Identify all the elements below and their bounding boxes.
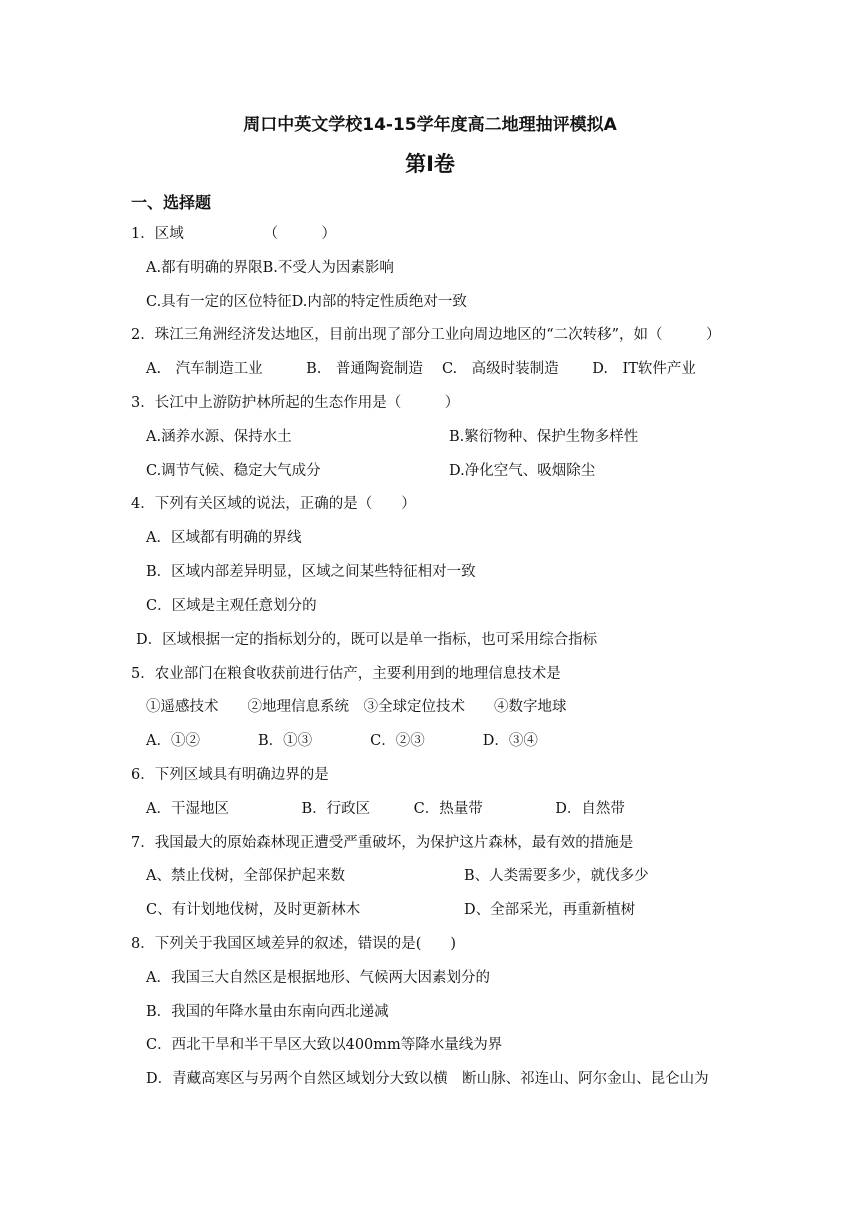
question-3-option-c: C.调节气候、稳定大气成分 xyxy=(146,463,321,479)
document-title: 周口中英文学校14-15学年度高二地理抽评模拟A xyxy=(243,115,617,135)
question-8-option-b: B．我国的年降水量由东南向西北递减 xyxy=(146,1004,389,1020)
question-8-option-d: D．青藏高寒区与另两个自然区域划分大致以横 断山脉、祁连山、阿尔金山、昆仑山为 xyxy=(146,1071,709,1087)
question-4-stem: 4．下列有关区域的说法，正确的是（ ） xyxy=(131,496,416,512)
question-4-option-c: C．区域是主观任意划分的 xyxy=(146,598,317,614)
question-2-options: A. 汽车制造工业 B. 普通陶瓷制造 C. 高级时装制造 D. IT软件产业 xyxy=(146,361,696,377)
question-1-options-line-2: C.具有一定的区位特征D.内部的特定性质绝对一致 xyxy=(146,294,467,310)
question-6-stem: 6．下列区域具有明确边界的是 xyxy=(131,767,329,783)
question-7-option-b: B、人类需要多少，就伐多少 xyxy=(464,868,649,884)
question-4-option-d: D．区域根据一定的指标划分的，既可以是单一指标，也可采用综合指标 xyxy=(136,632,598,648)
question-2-stem: 2．珠江三角洲经济发达地区，目前出现了部分工业向周边地区的“二次转移”，如（ ） xyxy=(131,327,721,343)
question-8-stem: 8．下列关于我国区域差异的叙述，错误的是( ) xyxy=(131,936,457,952)
question-5-options: A．①② B．①③ C．②③ D．③④ xyxy=(146,733,538,749)
question-3-option-a: A.涵养水源、保持水土 xyxy=(146,429,292,445)
section-heading: 一、选择题 xyxy=(131,193,212,212)
volume-title: 第Ⅰ卷 xyxy=(405,152,455,176)
question-7-option-c: C、有计划地伐树，及时更新林木 xyxy=(146,902,361,918)
question-4-option-b: B．区域内部差异明显，区域之间某些特征相对一致 xyxy=(146,564,476,580)
question-7-option-d: D、全部采光，再重新植树 xyxy=(464,902,636,918)
question-5-stem: 5．农业部门在粮食收获前进行估产，主要利用到的地理信息技术是 xyxy=(131,666,561,682)
question-1-options-line-1: A.都有明确的界限B.不受人为因素影响 xyxy=(146,260,394,276)
question-1-stem: 1．区域 （ ） xyxy=(131,226,336,242)
question-3-stem: 3．长江中上游防护林所起的生态作用是（ ） xyxy=(131,395,460,411)
question-4-option-a: A．区域都有明确的界线 xyxy=(146,530,302,546)
question-7-stem: 7．我国最大的原始森林现正遭受严重破坏，为保护这片森林，最有效的措施是 xyxy=(131,835,634,851)
question-7-option-a: A、禁止伐树，全部保护起来数 xyxy=(146,868,345,884)
question-6-options: A．干湿地区 B．行政区 C．热量带 D．自然带 xyxy=(146,801,625,817)
question-3-option-b: B.繁衍物种、保护生物多样性 xyxy=(449,429,639,445)
question-8-option-c: C．西北干旱和半干旱区大致以400mm等降水量线为界 xyxy=(146,1037,503,1053)
question-3-option-d: D.净化空气、吸烟除尘 xyxy=(449,463,596,479)
question-8-option-a: A．我国三大自然区是根据地形、气候两大因素划分的 xyxy=(146,970,490,986)
question-5-items: ①遥感技术 ②地理信息系统 ③全球定位技术 ④数字地球 xyxy=(146,699,567,715)
